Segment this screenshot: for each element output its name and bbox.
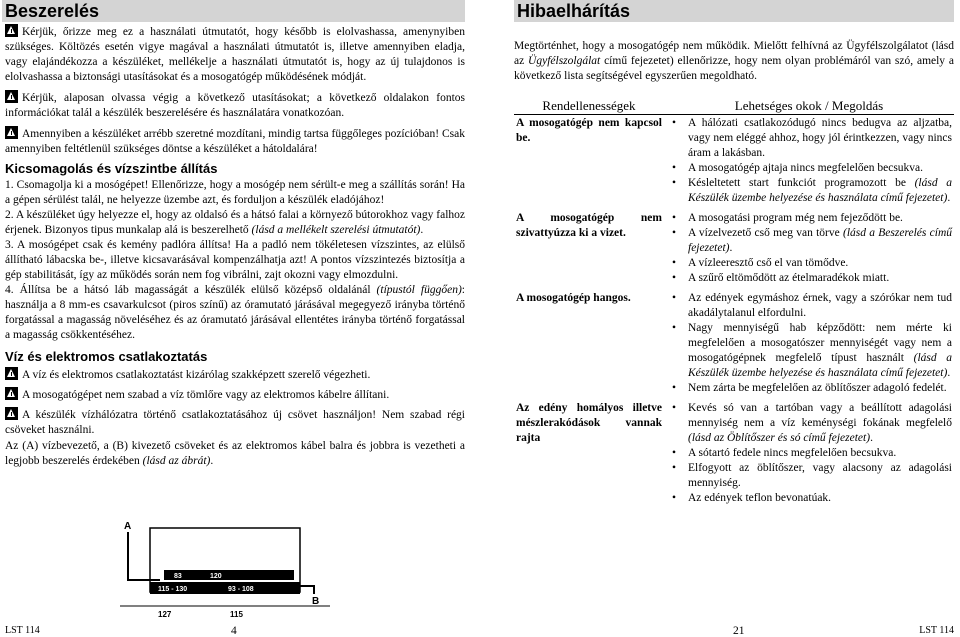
header-problems: Rendellenességek xyxy=(514,98,664,115)
dim-115-130: 115 - 130 xyxy=(158,586,188,593)
step-4: 4. Állítsa be a hátsó láb magasságát a készülék elülső középső oldalánál (típustól függően): használja a 8 mm-es csavarkulcsot (piros színű) az óramutató járásával megegyező irányba történő forgatással a magasság növeléséhez és az óramutató járásával ellentétes irányba történő forgatással a magasság csökkentéséhez. xyxy=(5,284,465,341)
problem-cell: A mosogatógép nem kapcsol be. xyxy=(516,117,662,144)
solution-cell xyxy=(664,397,954,507)
troubleshooting-intro: Megtörténhet, hogy a mosogatógép nem működik. Mielőtt felhívná az Ügyfélszolgálatot (lásd az Ügyfélszolgálat című fejezetet) ellenőrizze, hogy nem olyan problémáról van szó, amely a következő lista segítségével egyszerűen megoldható. xyxy=(514,40,954,82)
paragraph-keep-manual: Kérjük, őrizze meg ez a használati útmutatót, hogy később is elolvashassa, amenynyiben szükséges. Költözés esetén vigye magával a használati útmutatót is, illetve amennyiben eladja, vagy elajándékozza a készüléket, mellékelje a használati útmutatót is, hogy az új tulajdonos is elolvashassa a biztonsági utasításokat és a mosogatógép működésének módját. xyxy=(5,26,465,83)
troubleshooting-table xyxy=(514,98,954,507)
paragraph-read-instructions: Kérjük, alaposan olvassa végig a következő utasításokat; a következő oldalakon fontos információkat talál a készülék beszerelésére és használatára vonatkozóan. xyxy=(5,92,465,119)
section-title-installation: Beszerelés xyxy=(2,0,465,22)
label-a: A xyxy=(124,521,132,532)
dimension-bar-upper xyxy=(164,570,294,580)
table-row xyxy=(514,397,954,507)
water-note-4: Az (A) vízbevezető, a (B) kivezető csöveket és az elektromos kábel balra és jobbra is vezetheti a legjobb beszerelés érdekében (lásd az ábrát). xyxy=(5,440,465,467)
solution-list xyxy=(666,211,952,286)
water-note-2: A mosogatógépet nem szabad a víz tömlőre vagy az elektromos kábelre állítani. xyxy=(5,387,465,403)
list-item: • Az edények teflon bevonatúak. xyxy=(666,491,952,506)
inlet-hose xyxy=(128,532,160,580)
solution-list xyxy=(666,291,952,396)
section-title-troubleshooting: Hibaelhárítás xyxy=(514,0,954,22)
label-b: B xyxy=(312,596,320,607)
dim-120: 120 xyxy=(210,573,222,580)
footer-code-left: LST 114 xyxy=(5,625,40,636)
header-causes-solutions: Lehetséges okok / Megoldás xyxy=(664,98,954,115)
warning-icon xyxy=(5,90,18,103)
water-note-3: A készülék vízhálózatra történő csatlakoztatásához új csövet használjon! Nem szabad régi csöveket használni. xyxy=(5,409,465,436)
list-item: • Késleltetett start funkciót programozott be (lásd a Készülék üzembe helyezése és használata című fejezetet). xyxy=(666,176,952,206)
list-item: • A vízleeresztő cső el van tömődve. xyxy=(666,256,952,271)
water-note-1: A víz és elektromos csatlakoztatást kizárólag szakképzett szerelő végezheti. xyxy=(5,367,465,383)
footer-code-right: LST 114 xyxy=(919,625,954,636)
warning-icon xyxy=(5,387,18,400)
problem-cell: Az edény homályos illetve mészlerakódások vannak rajta xyxy=(516,402,662,444)
step-1: 1. Csomagolja ki a mosógépet! Ellenőrizze, hogy a mosógép nem sérült-e meg a szállítás során! Ha a gépen sérülést talál, ne helyezze üzembe azt, és forduljon a készülék eladójához! xyxy=(5,179,465,206)
page-number-left: 4 xyxy=(231,625,237,637)
step-2: 2. A készüléket úgy helyezze el, hogy az oldalsó és a hátsó falai a környező bútorokhoz vagy falhoz érjenek. Bizonyos tipus munkalap alá is beszerelhető (lásd a mellékelt szerelési útmutatót). xyxy=(5,209,465,236)
list-item: • Nagy mennyiségű hab képződött: nem mérte ki megfelelően a mosogatószer mennyiségét vagy nem a mosogatógépnek megfelelő típust használt (lásd a Készülék üzembe helyezése és használata című fejezetet). xyxy=(666,321,952,381)
list-item: • A sótartó fedele nincs megfelelően becsukva. xyxy=(666,446,952,461)
list-item: • Kevés só van a tartóban vagy a beállított adagolási mennyiség nem a víz keménységi fokának megfelelő (lásd az Öblítőszer és só című fejezetet). xyxy=(666,401,952,446)
table-header-row xyxy=(514,98,954,115)
warning-icon xyxy=(5,367,18,380)
list-item: • Nem zárta be megfelelően az öblítőszer adagoló fedelét. xyxy=(666,381,952,396)
table-row xyxy=(514,207,954,287)
list-item: • A vízelvezető cső meg van törve (lásd a Beszerelés című fejezetet). xyxy=(666,226,952,256)
heading-unpacking: Kicsomagolás és vízszintbe állítás xyxy=(5,161,218,176)
page-number-right: 21 xyxy=(733,625,745,637)
list-item: • A szűrő eltömődött az ételmaradékok miatt. xyxy=(666,271,952,286)
installation-diagram xyxy=(120,520,330,620)
solution-list xyxy=(666,401,952,506)
right-page xyxy=(514,0,954,507)
solution-cell xyxy=(664,207,954,287)
dim-127: 127 xyxy=(158,610,172,619)
left-page xyxy=(5,0,465,469)
dim-83: 83 xyxy=(174,573,182,580)
list-item: • Elfogyott az öblítőszer, vagy alacsony az adagolási mennyiség. xyxy=(666,461,952,491)
warning-icon xyxy=(5,24,18,37)
list-item: • A mosogatógép ajtaja nincs megfelelően becsukva. xyxy=(666,161,952,176)
dim-115: 115 xyxy=(230,610,243,619)
solution-cell xyxy=(664,115,954,208)
heading-water-electric: Víz és elektromos csatlakoztatás xyxy=(5,349,208,364)
list-item: • Az edények egymáshoz érnek, vagy a szórókar nem tud akadálytalanul elfordulni. xyxy=(666,291,952,321)
warning-icon xyxy=(5,126,18,139)
solution-cell xyxy=(664,287,954,397)
step-3: 3. A mosógépet csak és kemény padlóra állítsa! Ha a padló nem tökéletesen vízszintes, az elülső állítható lábacska be-, illetve kicsavarásával kompenzálhatja azt! A pontos vízszintezés biztosítja a gép stabilitását, így az működés során nem fog vibrálni, zajt okozni vagy elmozdulni. xyxy=(5,239,465,281)
list-item: • A hálózati csatlakozódugó nincs bedugva az aljzatba, vagy nem eléggé ahhoz, hogy jól érintkezzen, vagy nincs áram a lakásban. xyxy=(666,116,952,161)
list-item: • A mosogatási program még nem fejeződött be. xyxy=(666,211,952,226)
dim-93-108: 93 - 108 xyxy=(228,586,254,593)
solution-list xyxy=(666,116,952,206)
warning-icon xyxy=(5,407,18,420)
table-row xyxy=(514,115,954,208)
problem-cell: A mosogatógép nem szivattyúzza ki a vizet. xyxy=(516,212,662,239)
drain-hose xyxy=(300,586,314,594)
problem-cell: A mosogatógép hangos. xyxy=(516,292,631,304)
paragraph-vertical-position: Amennyiben a készüléket arrébb szeretné mozdítani, mindig tartsa függőleges pozícióban! Csak amennyiben feltétlenül szükséges döntse a készüléket a hátoldalára! xyxy=(5,128,465,155)
table-row xyxy=(514,287,954,397)
